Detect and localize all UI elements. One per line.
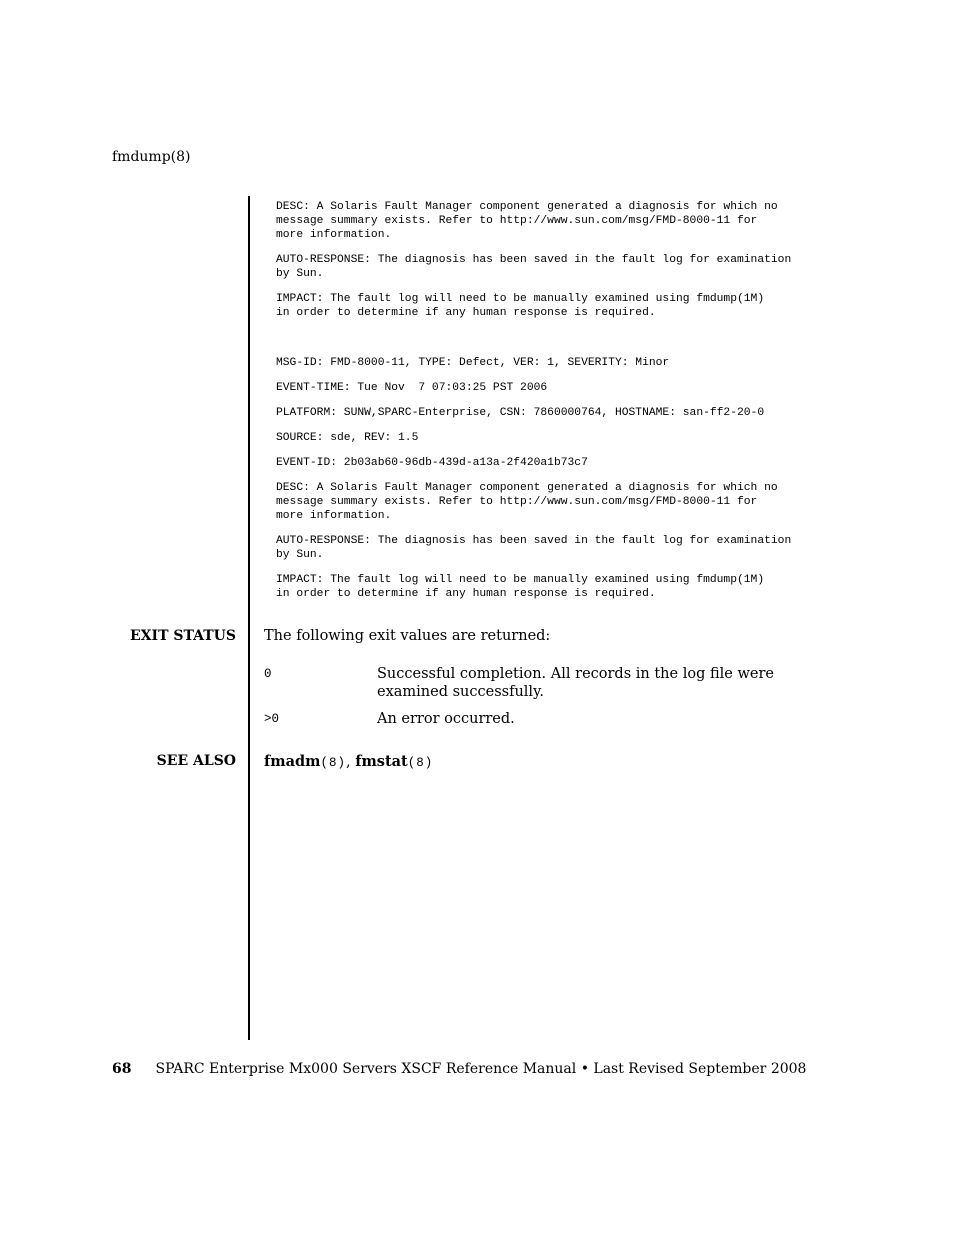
output-event-time: EVENT-TIME: Tue Nov 7 07:03:25 PST 2006 xyxy=(276,382,548,394)
ref-fmstat-section: (8) xyxy=(407,756,434,770)
output-event-id: EVENT-ID: 2b03ab60-96db-439d-a13a-2f420a1b73c7 xyxy=(276,457,588,469)
ref-fmadm-section: (8) xyxy=(320,756,346,770)
exit-description: An error occurred. xyxy=(377,711,515,727)
exit-code: >0 xyxy=(264,712,280,726)
exit-description: Successful completion. All records in the log file were examined successfully. xyxy=(377,666,774,700)
exit-status-intro: The following exit values are returned: xyxy=(264,628,551,644)
exit-status-heading: EXIT STATUS xyxy=(130,628,236,644)
vertical-rule xyxy=(248,196,250,1040)
output-impact-1: IMPACT: The fault log will need to be manually examined using fmdump(1M) in order to determine if any human response is required. xyxy=(276,293,765,319)
output-impact-2: IMPACT: The fault log will need to be manually examined using fmdump(1M) in order to determine if any human response is required. xyxy=(276,574,765,600)
output-platform: PLATFORM: SUNW,SPARC-Enterprise, CSN: 7860000764, HOSTNAME: san-ff2-20-0 xyxy=(276,407,765,419)
footer-title: SPARC Enterprise Mx000 Servers XSCF Reference Manual • Last Revised September 2008 xyxy=(155,1061,807,1077)
output-msg-id: MSG-ID: FMD-8000-11, TYPE: Defect, VER: 1, SEVERITY: Minor xyxy=(276,357,670,369)
ref-fmadm[interactable]: fmadm xyxy=(264,753,321,770)
see-also-heading: SEE ALSO xyxy=(156,753,236,769)
output-auto-response-2: AUTO-RESPONSE: The diagnosis has been saved in the fault log for examination by Sun. xyxy=(276,535,792,561)
output-auto-response-1: AUTO-RESPONSE: The diagnosis has been saved in the fault log for examination by Sun. xyxy=(276,254,792,280)
see-also-references xyxy=(264,753,433,770)
page-number: 68 xyxy=(112,1061,132,1077)
exit-code: 0 xyxy=(264,667,272,681)
ref-fmstat[interactable]: fmstat xyxy=(355,753,408,770)
output-desc-2: DESC: A Solaris Fault Manager component generated a diagnosis for which no message summary exists. Refer to http://www.sun.com/msg/FMD-8000-11 for more information. xyxy=(276,482,778,522)
output-source: SOURCE: sde, REV: 1.5 xyxy=(276,432,419,444)
output-desc-1: DESC: A Solaris Fault Manager component generated a diagnosis for which no message summary exists. Refer to http://www.sun.com/msg/FMD-8000-11 for more information. xyxy=(276,201,778,241)
running-head: fmdump(8) xyxy=(112,149,191,165)
ref-separator: , xyxy=(345,754,356,770)
page-footer xyxy=(112,1061,806,1077)
